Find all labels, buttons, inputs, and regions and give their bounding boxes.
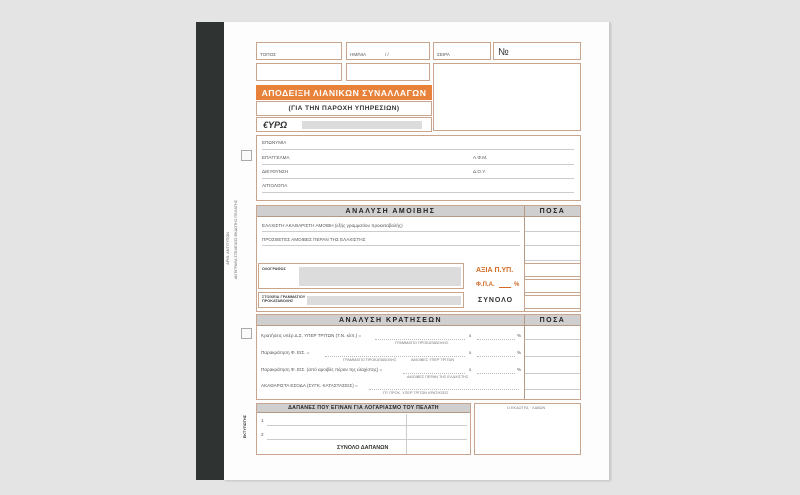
blank-field-2[interactable] bbox=[346, 63, 430, 81]
fee-total-label: ΣΥΝΟΛΟ bbox=[478, 297, 514, 304]
bank-details-field[interactable] bbox=[258, 292, 464, 308]
side-checkbox-2[interactable] bbox=[241, 328, 252, 339]
withholding-row2-sub-a: ΓΡΑΜΜΑΤΙΟ ΠΡΟΚΑΤΑΒΟΛΗΣ bbox=[343, 358, 397, 362]
currency-label: €ΥΡΩ bbox=[263, 120, 288, 130]
withholding-row2-sub-b: ΑΜΟΙΒΕΣ ΥΠΕΡ ΤΡΙΤΩΝ bbox=[411, 358, 455, 362]
withholding-row4-line[interactable] bbox=[369, 389, 519, 390]
withholding-row2-label: Παρακράτηση Φ. ΕΙΣ. = bbox=[261, 350, 310, 355]
withholding-row1-line[interactable] bbox=[375, 339, 465, 340]
currency-field[interactable] bbox=[256, 117, 432, 132]
reason-label: ΑΙΤΙΟΛΟΓΙΑ bbox=[262, 183, 288, 188]
vat-percent: % bbox=[514, 282, 520, 288]
withholding-row2-rate[interactable] bbox=[477, 356, 515, 357]
withholding-row3-sub: ΑΜΟΙΒΕΣ ΠΕΡΑΝ ΤΗΣ ΕΛΑΧΙΣΤΗΣ bbox=[407, 375, 469, 379]
vat-label: Φ.Π.Α. bbox=[476, 282, 495, 288]
bank-label: ΣΤΟΙΧΕΙΑ ΓΡΑΜΜΑΤΙΟΥ ΠΡΟΚΑΤΑΒΟΛΗΣ bbox=[262, 295, 306, 303]
withholding-row2-line[interactable] bbox=[325, 356, 465, 357]
expenses-row1-num: 1 bbox=[261, 418, 264, 423]
withholding-row3-label: Παρακράτηση Φ. ΕΙΣ. (από αμοιβές πέραν της ελαχίστης) = bbox=[261, 367, 383, 372]
expenses-section bbox=[256, 403, 471, 455]
date-field[interactable] bbox=[346, 42, 430, 60]
series-label: ΣΕΙΡΑ bbox=[437, 52, 450, 57]
expenses-title: ΔΑΠΑΝΕΣ ΠΟΥ ΕΓΙΝΑΝ ΓΙΑ ΛΟΓΑΡΙΑΣΜΟ ΤΟΥ ΠΕΛΑΤΗ bbox=[257, 404, 470, 413]
place-label: ΤΟΠΟΣ bbox=[260, 52, 277, 57]
fee-amount-line2[interactable] bbox=[525, 245, 580, 246]
issuer-label: Ο ΕΚΔΟΤΗΣ · ΛΑΒΩΝ bbox=[507, 406, 546, 410]
blank-field-1[interactable] bbox=[256, 63, 342, 81]
withholding-row2-percent: % bbox=[517, 350, 522, 355]
date-slashes: / / bbox=[385, 52, 389, 57]
vat-rate-line[interactable] bbox=[499, 287, 511, 288]
reason-line[interactable] bbox=[262, 192, 574, 193]
withholding-row2-x: x bbox=[469, 350, 472, 355]
bank-gray-area bbox=[307, 296, 461, 305]
withholding-row1-label: Κρατήσεις υπέρ Δ.Σ. ΥΠΕΡ ΤΡΙΤΩΝ (Τ.Ν. κλπ.) = bbox=[261, 333, 362, 338]
fee-amount-line3[interactable] bbox=[525, 260, 580, 261]
expenses-row2-num: 2 bbox=[261, 432, 264, 437]
withholding-section-title: ΑΝΑΛΥΣΗ ΚΡΑΤΗΣΕΩΝ bbox=[257, 315, 524, 326]
expenses-total-label: ΣΥΝΟΛΟ ΔΑΠΑΝΩΝ bbox=[337, 445, 389, 451]
issuer-signature-box[interactable] bbox=[474, 403, 581, 455]
withholding-amount-line2[interactable] bbox=[525, 356, 580, 357]
fee-vat-amount[interactable] bbox=[524, 279, 581, 293]
customer-name-line[interactable] bbox=[262, 149, 574, 150]
date-label: ΗΜ/ΝΙΑ bbox=[350, 52, 367, 57]
fee-exempt-amount[interactable] bbox=[524, 263, 581, 277]
fee-row1-line[interactable] bbox=[262, 231, 520, 232]
withholding-amount-line3[interactable] bbox=[525, 373, 580, 374]
words-label: ΟΛΟΓΡΑΦΩΣ bbox=[262, 267, 286, 271]
withholding-row1-x: x bbox=[469, 333, 472, 338]
amount-in-words-field[interactable] bbox=[258, 263, 464, 289]
fee-amount-line1[interactable] bbox=[525, 231, 580, 232]
fee-row1-label: ΕΛΑΧΙΣΤΗ ΑΚΑΘΑΡΙΣΤΗ ΑΜΟΙΒΗ (εξής γραμματίου προκαταβολής) bbox=[262, 223, 403, 228]
withholding-row4-sub: ΓΡ. ΠΡΟΚ. ΥΠΕΡ ΤΡΙΤΩΝ ΚΡΑΤΗΣΕΙΣ bbox=[383, 391, 449, 395]
withholding-row3-x: x bbox=[469, 367, 472, 372]
side-checkbox-1[interactable] bbox=[241, 150, 252, 161]
withholding-row1-sub: ΓΡΑΜΜΑΤΙΟ ΠΡΟΚΑΤΑΒΟΛΗΣ bbox=[395, 341, 449, 345]
vat-exempt-label: ΑΞΙΑ Π.ΥΠ. bbox=[476, 267, 514, 274]
number-field[interactable] bbox=[493, 42, 581, 60]
withholding-amount-line1[interactable] bbox=[525, 339, 580, 340]
issuer-stamp-box[interactable] bbox=[433, 63, 581, 131]
currency-amount-box bbox=[302, 121, 422, 129]
series-field[interactable] bbox=[433, 42, 491, 60]
withholding-row1-rate[interactable] bbox=[477, 339, 515, 340]
address-line[interactable] bbox=[262, 178, 574, 179]
expenses-row2-line[interactable] bbox=[267, 439, 467, 440]
withholding-section bbox=[256, 314, 581, 400]
copies-detail: ΑΝΤΙΓΡΑΦΑ ΣΤΕΛΕΧΟΣ ΕΚΔΟΤΗΣ ΠΕΛΑΤΗΣ bbox=[234, 200, 238, 280]
fee-row2-label: ΠΡΟΣΘΕΤΕΣ ΑΜΟΙΒΕΣ ΠΕΡΑΝ ΤΗΣ ΕΛΑΧΙΣΤΗΣ bbox=[262, 237, 366, 242]
copies-label: ΑΡΙΘ. ΑΝΤΙΤΥΠΩΝ bbox=[226, 232, 230, 265]
withholding-amount-line4[interactable] bbox=[525, 389, 580, 390]
receipt-title: ΑΠΟΔΕΙΞΗ ΛΙΑΝΙΚΩΝ ΣΥΝΑΛΛΑΓΩΝ bbox=[256, 85, 432, 100]
number-label: № bbox=[498, 47, 509, 58]
expenses-divider bbox=[406, 414, 407, 454]
words-gray-area bbox=[299, 267, 461, 286]
customer-section bbox=[256, 135, 581, 201]
afm-label: Α.Φ.Μ. bbox=[473, 155, 488, 160]
address-label: ΔΙΕΥΘΥΝΣΗ bbox=[262, 169, 289, 174]
fee-section-title: ΑΝΑΛΥΣΗ ΑΜΟΙΒΗΣ bbox=[257, 206, 524, 217]
fee-total-amount[interactable] bbox=[524, 295, 581, 309]
binding-spine bbox=[196, 22, 224, 480]
withholding-row3-line[interactable] bbox=[403, 373, 465, 374]
fee-row2-line[interactable] bbox=[262, 245, 520, 246]
fee-amounts-title: ΠΟΣΑ bbox=[524, 206, 580, 217]
withholding-row4-label: ΑΚΑΘΑΡΙΣΤΑ ΕΣΟΔΑ (ΣΥΓΚ. ΚΑΤΑΣΤΑΣΕΙΣ) = bbox=[261, 383, 358, 388]
receipt-subtitle: (ΓΙΑ ΤΗΝ ΠΑΡΟΧΗ ΥΠΗΡΕΣΙΩΝ) bbox=[256, 101, 432, 116]
withholding-amounts-title: ΠΟΣΑ bbox=[524, 315, 580, 326]
doy-label: Δ.Ο.Υ. bbox=[473, 169, 486, 174]
customer-name-label: ΕΠΩΝΥΜΙΑ bbox=[262, 140, 287, 145]
withholding-row1-percent: % bbox=[517, 333, 522, 338]
withholding-row3-percent: % bbox=[517, 367, 522, 372]
profession-label: ΕΠΑΓΓΕΛΜΑ bbox=[262, 155, 290, 160]
expenses-row1-line[interactable] bbox=[267, 425, 467, 426]
place-field[interactable] bbox=[256, 42, 342, 60]
profession-line[interactable] bbox=[262, 164, 574, 165]
withholding-row3-rate[interactable] bbox=[477, 373, 515, 374]
printer-label: ΕΚΤΥΠΩΤΗΣ bbox=[243, 415, 247, 439]
